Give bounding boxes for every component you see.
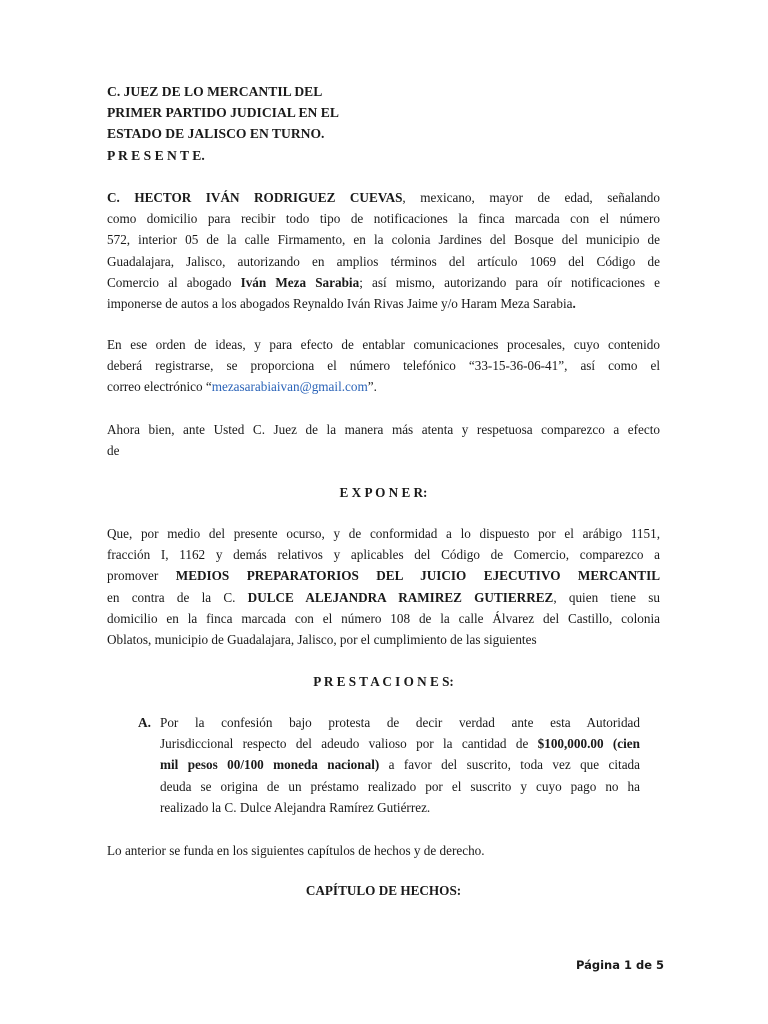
email-link[interactable]: mezasarabiaivan@gmail.com bbox=[211, 379, 368, 395]
list-item-letter: A. bbox=[138, 715, 152, 730]
prestaciones-heading: P R E S T A C I O N E S: bbox=[313, 674, 454, 689]
que-line-4-a: en contra de la C. bbox=[107, 589, 248, 605]
amount: $100,000.00 (cien bbox=[537, 736, 640, 752]
addressee-block bbox=[107, 81, 660, 166]
capitulo-heading-block bbox=[107, 880, 660, 901]
plaintiff-name: C. HECTOR IVÁN RODRIGUEZ CUEVAS bbox=[107, 190, 403, 205]
item-a-line-2-a: Jurisdiccional respecto del adeudo valioso por la cantidad de bbox=[160, 736, 538, 752]
que-line-2: fracción I, 1162 y demás relativos y aplicables del Código de Comercio, comparezco a bbox=[107, 547, 660, 563]
contact-line-3 bbox=[107, 376, 660, 397]
amount-words: mil pesos 00/100 moneda nacional) bbox=[160, 757, 380, 773]
presente-heading: P R E S E N T E. bbox=[107, 147, 205, 163]
addressee-line-3: ESTADO DE JALISCO EN TURNO. bbox=[107, 126, 325, 142]
intro-line-5 bbox=[107, 272, 660, 293]
capitulo-heading: CAPÍTULO DE HECHOS: bbox=[305, 883, 462, 898]
defendant-name: DULCE ALEJANDRA RAMIREZ GUTIERREZ bbox=[247, 589, 554, 605]
ahora-line-1: Ahora bien, ante Usted C. Juez de la manera más atenta y respetuosa comparezco a efecto bbox=[107, 422, 660, 437]
exponer-heading: E X P O N E R: bbox=[339, 485, 428, 500]
intro-line-2: como domicilio para recibir todo tipo de notificaciones la finca marcada con el número bbox=[107, 211, 660, 227]
intro-line-1 bbox=[107, 187, 660, 208]
intro-line-5-a: Comercio al abogado bbox=[107, 274, 241, 290]
contact-paragraph bbox=[107, 334, 660, 398]
action-title: MEDIOS PREPARATORIOS DEL JUICIO EJECUTIVO MERCANTIL bbox=[175, 568, 660, 584]
fundamento-line: Lo anterior se funda en los siguientes capítulos de hechos y de derecho. bbox=[107, 843, 485, 858]
prestaciones-heading-block bbox=[107, 671, 660, 692]
intro-line-6-b: . bbox=[572, 295, 576, 311]
intro-line-3: 572, interior 05 de la calle Firmamento, en la colonia Jardines del Bosque del municipio de bbox=[107, 232, 660, 248]
addressee-line-2: PRIMER PARTIDO JUDICIAL EN EL bbox=[107, 105, 339, 121]
item-a-line-3-b: a favor del suscrito, toda vez que citada bbox=[379, 757, 640, 773]
intro-paragraph bbox=[107, 187, 660, 314]
que-line-4 bbox=[107, 587, 660, 608]
que-line-4-c: , quien tiene su bbox=[553, 589, 661, 605]
intro-line-6 bbox=[107, 293, 660, 314]
contact-line-3-a: correo electrónico “ bbox=[107, 379, 212, 395]
contact-line-1: En ese orden de ideas, y para efecto de entablar comunicaciones procesales, cuyo contenido bbox=[107, 337, 660, 352]
fundamento-paragraph bbox=[107, 840, 660, 861]
que-line-1: Que, por medio del presente ocurso, y de conformidad a lo dispuesto por el arábigo 1151, bbox=[107, 526, 660, 541]
item-a-line-3 bbox=[160, 754, 640, 775]
page-number: Página 1 de 5 bbox=[575, 958, 664, 972]
contact-line-3-b: ”. bbox=[367, 379, 377, 395]
que-line-3 bbox=[107, 565, 660, 586]
que-line-6: Oblatos, municipio de Guadalajara, Jalisco, por el cumplimiento de las siguientes bbox=[107, 631, 537, 647]
intro-line-6-a: imponerse de autos a los abogados Reynaldo Iván Rivas Jaime y/o Haram Meza Sarabia bbox=[107, 295, 573, 311]
intro-line-5-b: ; así mismo, autorizando para oír notificaciones e bbox=[359, 274, 660, 290]
list-item bbox=[160, 712, 640, 818]
item-a-line-2 bbox=[160, 733, 640, 754]
intro-line-1-rest: , mexicano, mayor de edad, señalando bbox=[402, 190, 660, 205]
ahora-paragraph bbox=[107, 419, 660, 461]
intro-line-4: Guadalajara, Jalisco, autorizando en amplios términos del artículo 1069 del Código de bbox=[107, 253, 660, 269]
item-a-line-4: deuda se origina de un préstamo realizado por el suscrito y cuyo pago no ha bbox=[160, 778, 640, 794]
que-line-3-a: promover bbox=[107, 568, 176, 584]
que-line-5: domicilio en la finca marcada con el número 108 de la calle Álvarez del Castillo, colonia bbox=[107, 610, 660, 626]
addressee-line-1: C. JUEZ DE LO MERCANTIL DEL bbox=[107, 84, 323, 99]
lawyer-name: Iván Meza Sarabia bbox=[240, 274, 360, 290]
item-a-line-5: realizado la C. Dulce Alejandra Ramírez Gutiérrez. bbox=[160, 799, 431, 815]
que-paragraph bbox=[107, 523, 660, 650]
contact-line-2: deberá registrarse, se proporciona el número telefónico “33-15-36-06-41”, así como el bbox=[107, 358, 660, 374]
ahora-line-2: de bbox=[107, 443, 120, 459]
item-a-line-1: Por la confesión bajo protesta de decir verdad ante esta Autoridad bbox=[160, 715, 640, 730]
exponer-heading-block bbox=[107, 482, 660, 503]
